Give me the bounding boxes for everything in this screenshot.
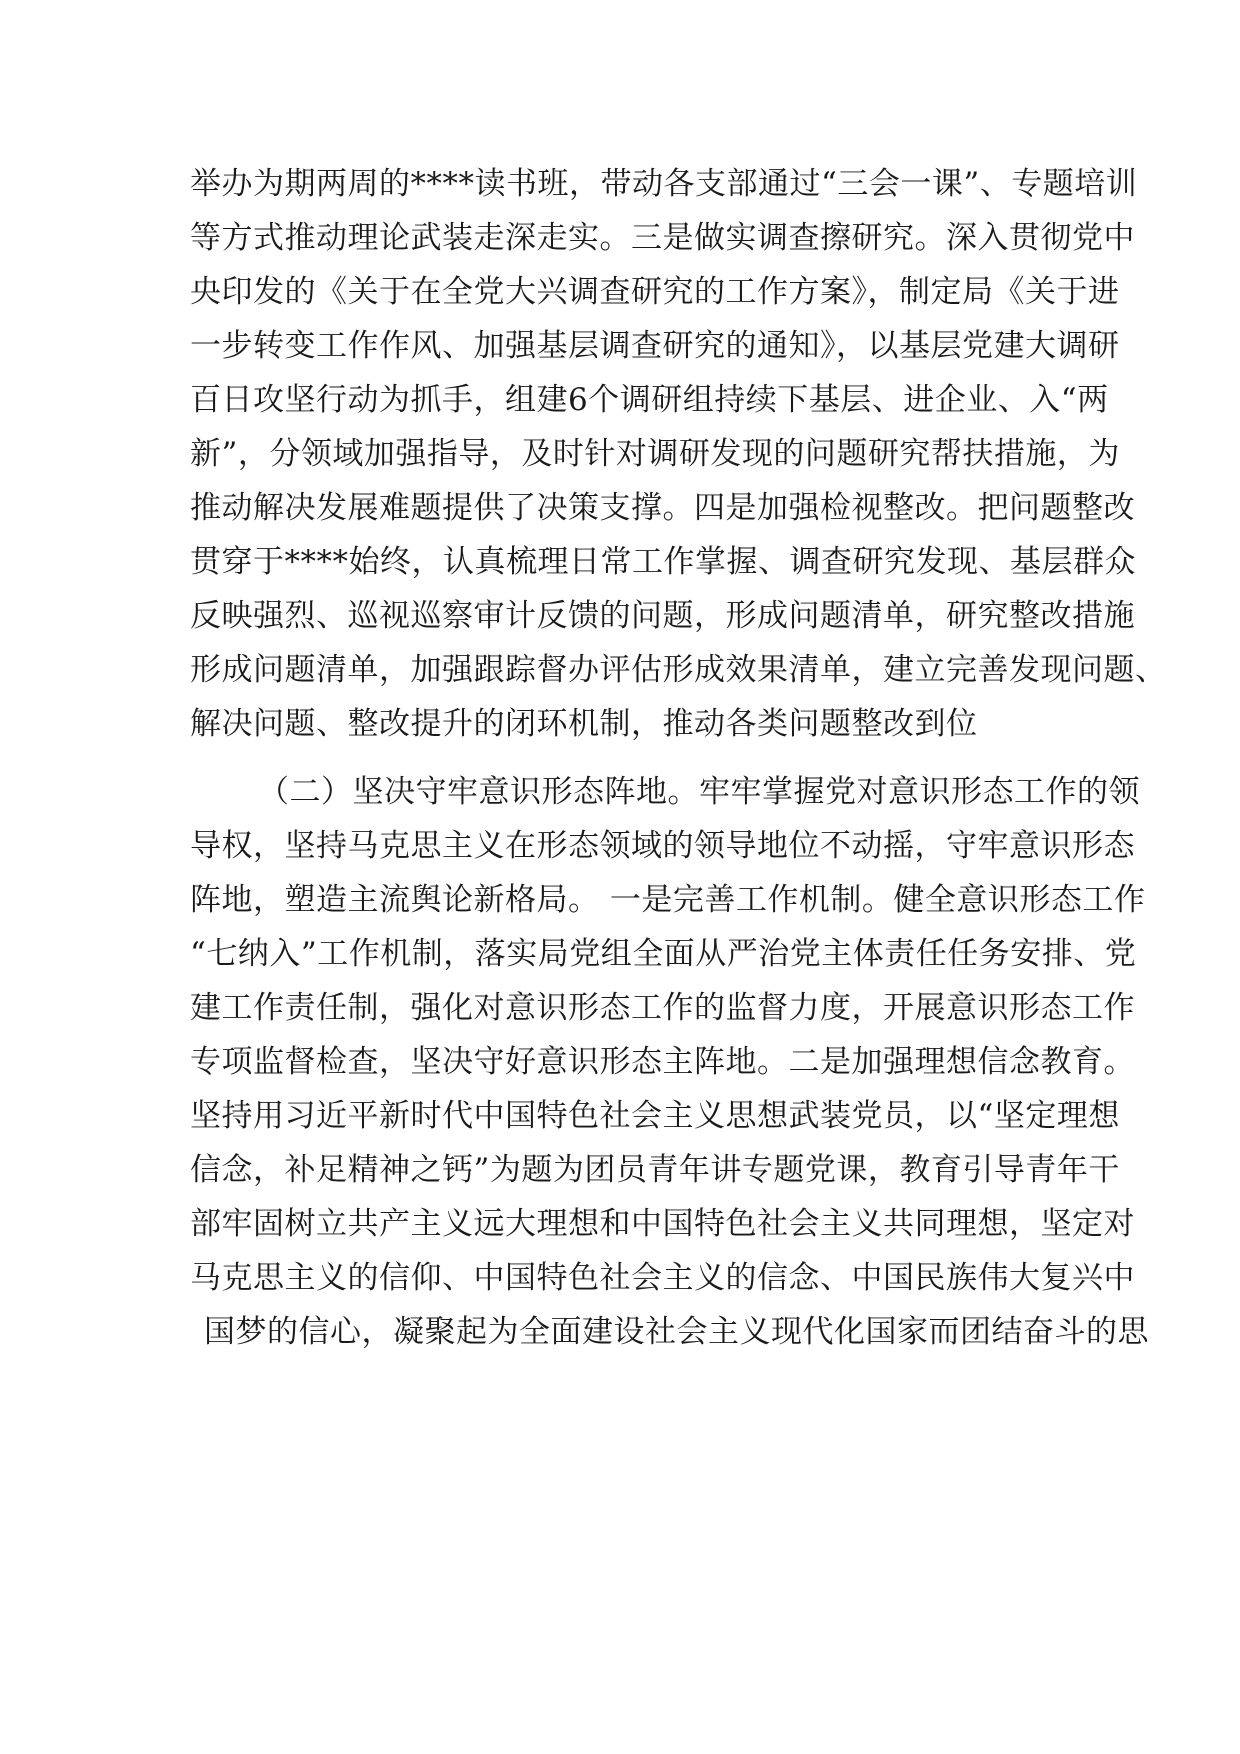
text-line: 导权，坚持马克思主义在形态领域的领导地位不动摇，守牢意识形态 (190, 828, 1135, 864)
text-line: 新”，分领域加强指导，及时针对调研发现的问题研究帮扶措施，为 (190, 436, 1120, 472)
text-line: 坚持用习近平新时代中国特色社会主义思想武装党员，以“坚定理想 (190, 1098, 1120, 1134)
text-line: 建工作责任制，强化对意识形态工作的监督力度，开展意识形态工作 (190, 990, 1135, 1026)
text-line: 反映强烈、巡视巡察审计反馈的问题，形成问题清单，研究整改措施 (190, 598, 1135, 634)
text-line: 等方式推动理论武装走深走实。三是做实调查擦研究。深入贯彻党中 (190, 220, 1135, 256)
text-line: 一步转变工作作风、加强基层调查研究的通知》，以基层党建大调研 (190, 328, 1120, 364)
text-line: 解决问题、整改提升的闭环机制，推动各类问题整改到位 (190, 706, 978, 742)
text-line: 马克思主义的信仰、中国特色社会主义的信念、中国民族伟大复兴中 (190, 1260, 1135, 1296)
text-line: 推动解决发展难题提供了决策支撑。四是加强检视整改。把问题整改 (190, 490, 1135, 526)
text-line: 贯穿于****始终，认真梳理日常工作掌握、调查研究发现、基层群众 (190, 544, 1136, 580)
text-line: 国梦的信心，凝聚起为全面建设社会主义现代化国家而团结奋斗的思 (204, 1314, 1149, 1350)
text-line: 阵地，塑造主流舆论新格局。 一是完善工作机制。健全意识形态工作 (190, 882, 1146, 918)
text-line: 形成问题清单，加强跟踪督办评估形成效果清单，建立完善发现问题、 (190, 652, 1167, 688)
text-line: 央印发的《关于在全党大兴调查研究的工作方案》，制定局《关于进 (190, 274, 1120, 310)
text-line: （二）坚决守牢意识形态阵地。牢牢掌握党对意识形态工作的领 (258, 774, 1140, 810)
text-line: 信念，补足精神之钙”为题为团员青年讲专题党课，教育引导青年干 (190, 1152, 1120, 1188)
text-line: “七纳入”工作机制，落实局党组全面从严治党主体责任任务安排、党 (190, 936, 1137, 972)
text-line: 部牢固树立共产主义远大理想和中国特色社会主义共同理想，坚定对 (190, 1206, 1135, 1242)
text-line: 百日攻坚行动为抓手，组建6个调研组持续下基层、进企业、入“两 (190, 382, 1109, 418)
text-line: 举办为期两周的****读书班，带动各支部通过“三会一课”、专题培训 (190, 166, 1138, 202)
text-line: 专项监督检查，坚决守好意识形态主阵地。二是加强理想信念教育。 (190, 1044, 1135, 1080)
